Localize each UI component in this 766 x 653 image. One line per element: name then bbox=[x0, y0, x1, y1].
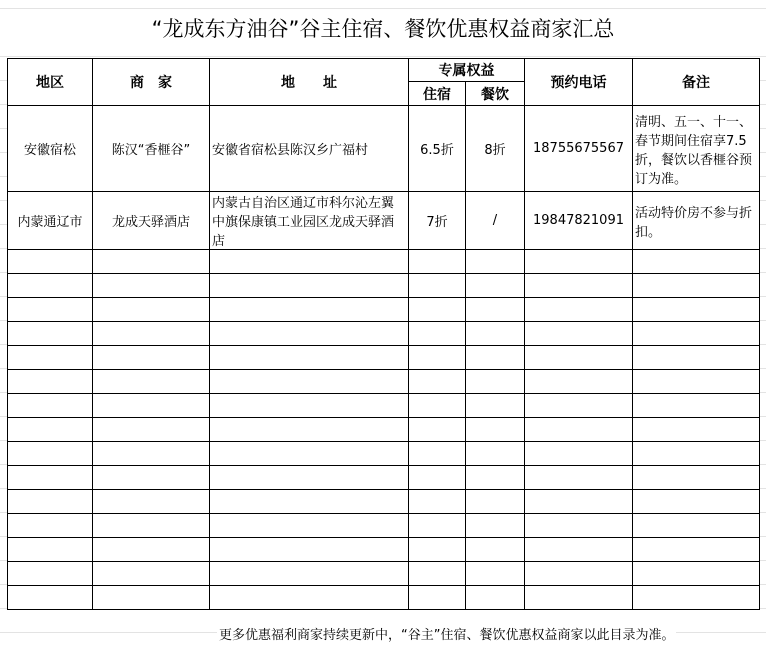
header-dining: 餐饮 bbox=[466, 82, 525, 106]
empty-cell[interactable] bbox=[409, 490, 466, 514]
address-cell: 安徽省宿松县陈汉乡广福村 bbox=[210, 106, 409, 192]
empty-cell[interactable] bbox=[633, 586, 760, 610]
notes-cell: 清明、五一、十一、春节期间住宿享7.5折，餐饮以香榧谷预订为准。 bbox=[633, 106, 760, 192]
empty-cell[interactable] bbox=[409, 250, 466, 274]
empty-cell[interactable] bbox=[8, 562, 93, 586]
empty-cell[interactable] bbox=[409, 586, 466, 610]
empty-cell[interactable] bbox=[466, 322, 525, 346]
empty-cell[interactable] bbox=[93, 586, 210, 610]
empty-cell[interactable] bbox=[93, 298, 210, 322]
empty-row bbox=[8, 394, 760, 418]
empty-cell[interactable] bbox=[525, 538, 633, 562]
empty-cell[interactable] bbox=[525, 346, 633, 370]
empty-cell[interactable] bbox=[633, 370, 760, 394]
empty-cell[interactable] bbox=[525, 250, 633, 274]
empty-cell[interactable] bbox=[93, 370, 210, 394]
empty-cell[interactable] bbox=[93, 250, 210, 274]
header-merchant: 商 家 bbox=[93, 59, 210, 106]
empty-cell[interactable] bbox=[93, 562, 210, 586]
empty-cell[interactable] bbox=[633, 562, 760, 586]
footer-note: 更多优惠福利商家持续更新中，“谷主”住宿、餐饮优惠权益商家以此目录为准。 bbox=[217, 624, 676, 643]
table-row bbox=[8, 192, 760, 250]
empty-cell[interactable] bbox=[633, 514, 760, 538]
empty-cell[interactable] bbox=[210, 274, 409, 298]
empty-cell[interactable] bbox=[210, 394, 409, 418]
empty-cell[interactable] bbox=[210, 466, 409, 490]
header-lodging: 住宿 bbox=[409, 82, 466, 106]
empty-cell[interactable] bbox=[525, 274, 633, 298]
empty-cell[interactable] bbox=[8, 394, 93, 418]
dining-cell: / bbox=[466, 192, 525, 250]
empty-cell[interactable] bbox=[8, 274, 93, 298]
empty-cell[interactable] bbox=[210, 418, 409, 442]
empty-cell[interactable] bbox=[8, 370, 93, 394]
empty-cell[interactable] bbox=[633, 298, 760, 322]
empty-cell[interactable] bbox=[210, 562, 409, 586]
empty-row bbox=[8, 322, 760, 346]
empty-row bbox=[8, 490, 760, 514]
empty-row bbox=[8, 418, 760, 442]
header-notes: 备注 bbox=[633, 59, 760, 106]
empty-cell[interactable] bbox=[525, 466, 633, 490]
empty-cell[interactable] bbox=[633, 394, 760, 418]
empty-cell[interactable] bbox=[633, 538, 760, 562]
empty-cell[interactable] bbox=[633, 442, 760, 466]
empty-cell[interactable] bbox=[466, 370, 525, 394]
empty-cell[interactable] bbox=[8, 466, 93, 490]
empty-cell[interactable] bbox=[409, 322, 466, 346]
empty-cell[interactable] bbox=[633, 490, 760, 514]
empty-cell[interactable] bbox=[8, 538, 93, 562]
empty-cell[interactable] bbox=[409, 418, 466, 442]
empty-cell[interactable] bbox=[633, 346, 760, 370]
empty-cell[interactable] bbox=[93, 394, 210, 418]
empty-cell[interactable] bbox=[409, 298, 466, 322]
empty-cell[interactable] bbox=[210, 298, 409, 322]
empty-row bbox=[8, 274, 760, 298]
empty-cell[interactable] bbox=[409, 514, 466, 538]
empty-cell[interactable] bbox=[8, 586, 93, 610]
empty-row bbox=[8, 562, 760, 586]
empty-cell[interactable] bbox=[466, 442, 525, 466]
empty-cell[interactable] bbox=[409, 346, 466, 370]
empty-row bbox=[8, 514, 760, 538]
empty-cell[interactable] bbox=[466, 274, 525, 298]
empty-cell[interactable] bbox=[409, 394, 466, 418]
empty-cell[interactable] bbox=[633, 250, 760, 274]
empty-row bbox=[8, 298, 760, 322]
empty-cell[interactable] bbox=[8, 490, 93, 514]
empty-cell[interactable] bbox=[525, 442, 633, 466]
header-region: 地区 bbox=[8, 59, 93, 106]
empty-cell[interactable] bbox=[525, 562, 633, 586]
lodging-cell: 6.5折 bbox=[409, 106, 466, 192]
phone-cell: 19847821091 bbox=[525, 192, 633, 250]
empty-cell[interactable] bbox=[8, 322, 93, 346]
empty-cell[interactable] bbox=[525, 586, 633, 610]
empty-cell[interactable] bbox=[409, 442, 466, 466]
empty-cell[interactable] bbox=[210, 442, 409, 466]
empty-cell[interactable] bbox=[93, 490, 210, 514]
empty-cell[interactable] bbox=[409, 274, 466, 298]
empty-cell[interactable] bbox=[8, 514, 93, 538]
empty-cell[interactable] bbox=[8, 418, 93, 442]
empty-cell[interactable] bbox=[93, 322, 210, 346]
empty-cell[interactable] bbox=[93, 466, 210, 490]
empty-cell[interactable] bbox=[210, 586, 409, 610]
empty-cell[interactable] bbox=[93, 346, 210, 370]
empty-cell[interactable] bbox=[210, 370, 409, 394]
header-benefits: 专属权益 bbox=[409, 59, 525, 82]
empty-cell[interactable] bbox=[210, 322, 409, 346]
empty-cell[interactable] bbox=[409, 562, 466, 586]
empty-cell[interactable] bbox=[466, 346, 525, 370]
empty-cell[interactable] bbox=[466, 466, 525, 490]
empty-row bbox=[8, 346, 760, 370]
region-cell: 内蒙通辽市 bbox=[8, 192, 93, 250]
header-address: 地 址 bbox=[210, 59, 409, 106]
address-cell: 内蒙古自治区通辽市科尔沁左翼中旗保康镇工业园区龙成天驿酒店 bbox=[210, 192, 409, 250]
empty-cell[interactable] bbox=[466, 418, 525, 442]
empty-row bbox=[8, 586, 760, 610]
empty-row bbox=[8, 538, 760, 562]
empty-cell[interactable] bbox=[93, 538, 210, 562]
empty-cell[interactable] bbox=[466, 250, 525, 274]
empty-cell[interactable] bbox=[93, 274, 210, 298]
empty-cell[interactable] bbox=[633, 274, 760, 298]
empty-cell[interactable] bbox=[525, 370, 633, 394]
empty-cell[interactable] bbox=[8, 298, 93, 322]
empty-cell[interactable] bbox=[633, 418, 760, 442]
empty-cell[interactable] bbox=[633, 322, 760, 346]
empty-cell[interactable] bbox=[8, 346, 93, 370]
empty-cell[interactable] bbox=[93, 514, 210, 538]
empty-cell[interactable] bbox=[525, 322, 633, 346]
empty-cell[interactable] bbox=[210, 514, 409, 538]
empty-cell[interactable] bbox=[93, 442, 210, 466]
empty-cell[interactable] bbox=[525, 514, 633, 538]
empty-cell[interactable] bbox=[466, 586, 525, 610]
empty-cell[interactable] bbox=[93, 418, 210, 442]
empty-cell[interactable] bbox=[210, 490, 409, 514]
empty-cell[interactable] bbox=[525, 418, 633, 442]
empty-cell[interactable] bbox=[633, 466, 760, 490]
empty-cell[interactable] bbox=[525, 490, 633, 514]
empty-cell[interactable] bbox=[409, 466, 466, 490]
empty-cell[interactable] bbox=[409, 370, 466, 394]
dining-cell: 8折 bbox=[466, 106, 525, 192]
empty-row bbox=[8, 370, 760, 394]
merchant-cell: 陈汉“香榧谷” bbox=[93, 106, 210, 192]
empty-cell[interactable] bbox=[210, 250, 409, 274]
empty-cell[interactable] bbox=[8, 250, 93, 274]
sheet-title: “龙成东方油谷”谷主住宿、餐饮优惠权益商家汇总 bbox=[0, 12, 766, 52]
empty-row bbox=[8, 466, 760, 490]
empty-cell[interactable] bbox=[409, 538, 466, 562]
header-phone: 预约电话 bbox=[525, 59, 633, 106]
empty-cell[interactable] bbox=[466, 394, 525, 418]
merchant-table bbox=[7, 58, 760, 610]
empty-cell[interactable] bbox=[466, 562, 525, 586]
empty-row bbox=[8, 250, 760, 274]
table-row bbox=[8, 106, 760, 192]
empty-cell[interactable] bbox=[466, 298, 525, 322]
empty-cell[interactable] bbox=[466, 514, 525, 538]
region-cell: 安徽宿松 bbox=[8, 106, 93, 192]
empty-cell[interactable] bbox=[210, 538, 409, 562]
phone-cell: 18755675567 bbox=[525, 106, 633, 192]
empty-cell[interactable] bbox=[525, 298, 633, 322]
empty-cell[interactable] bbox=[466, 538, 525, 562]
merchant-cell: 龙成天驿酒店 bbox=[93, 192, 210, 250]
empty-cell[interactable] bbox=[8, 442, 93, 466]
empty-cell[interactable] bbox=[210, 346, 409, 370]
empty-cell[interactable] bbox=[466, 490, 525, 514]
lodging-cell: 7折 bbox=[409, 192, 466, 250]
notes-cell: 活动特价房不参与折扣。 bbox=[633, 192, 760, 250]
empty-row bbox=[8, 442, 760, 466]
empty-cell[interactable] bbox=[525, 394, 633, 418]
